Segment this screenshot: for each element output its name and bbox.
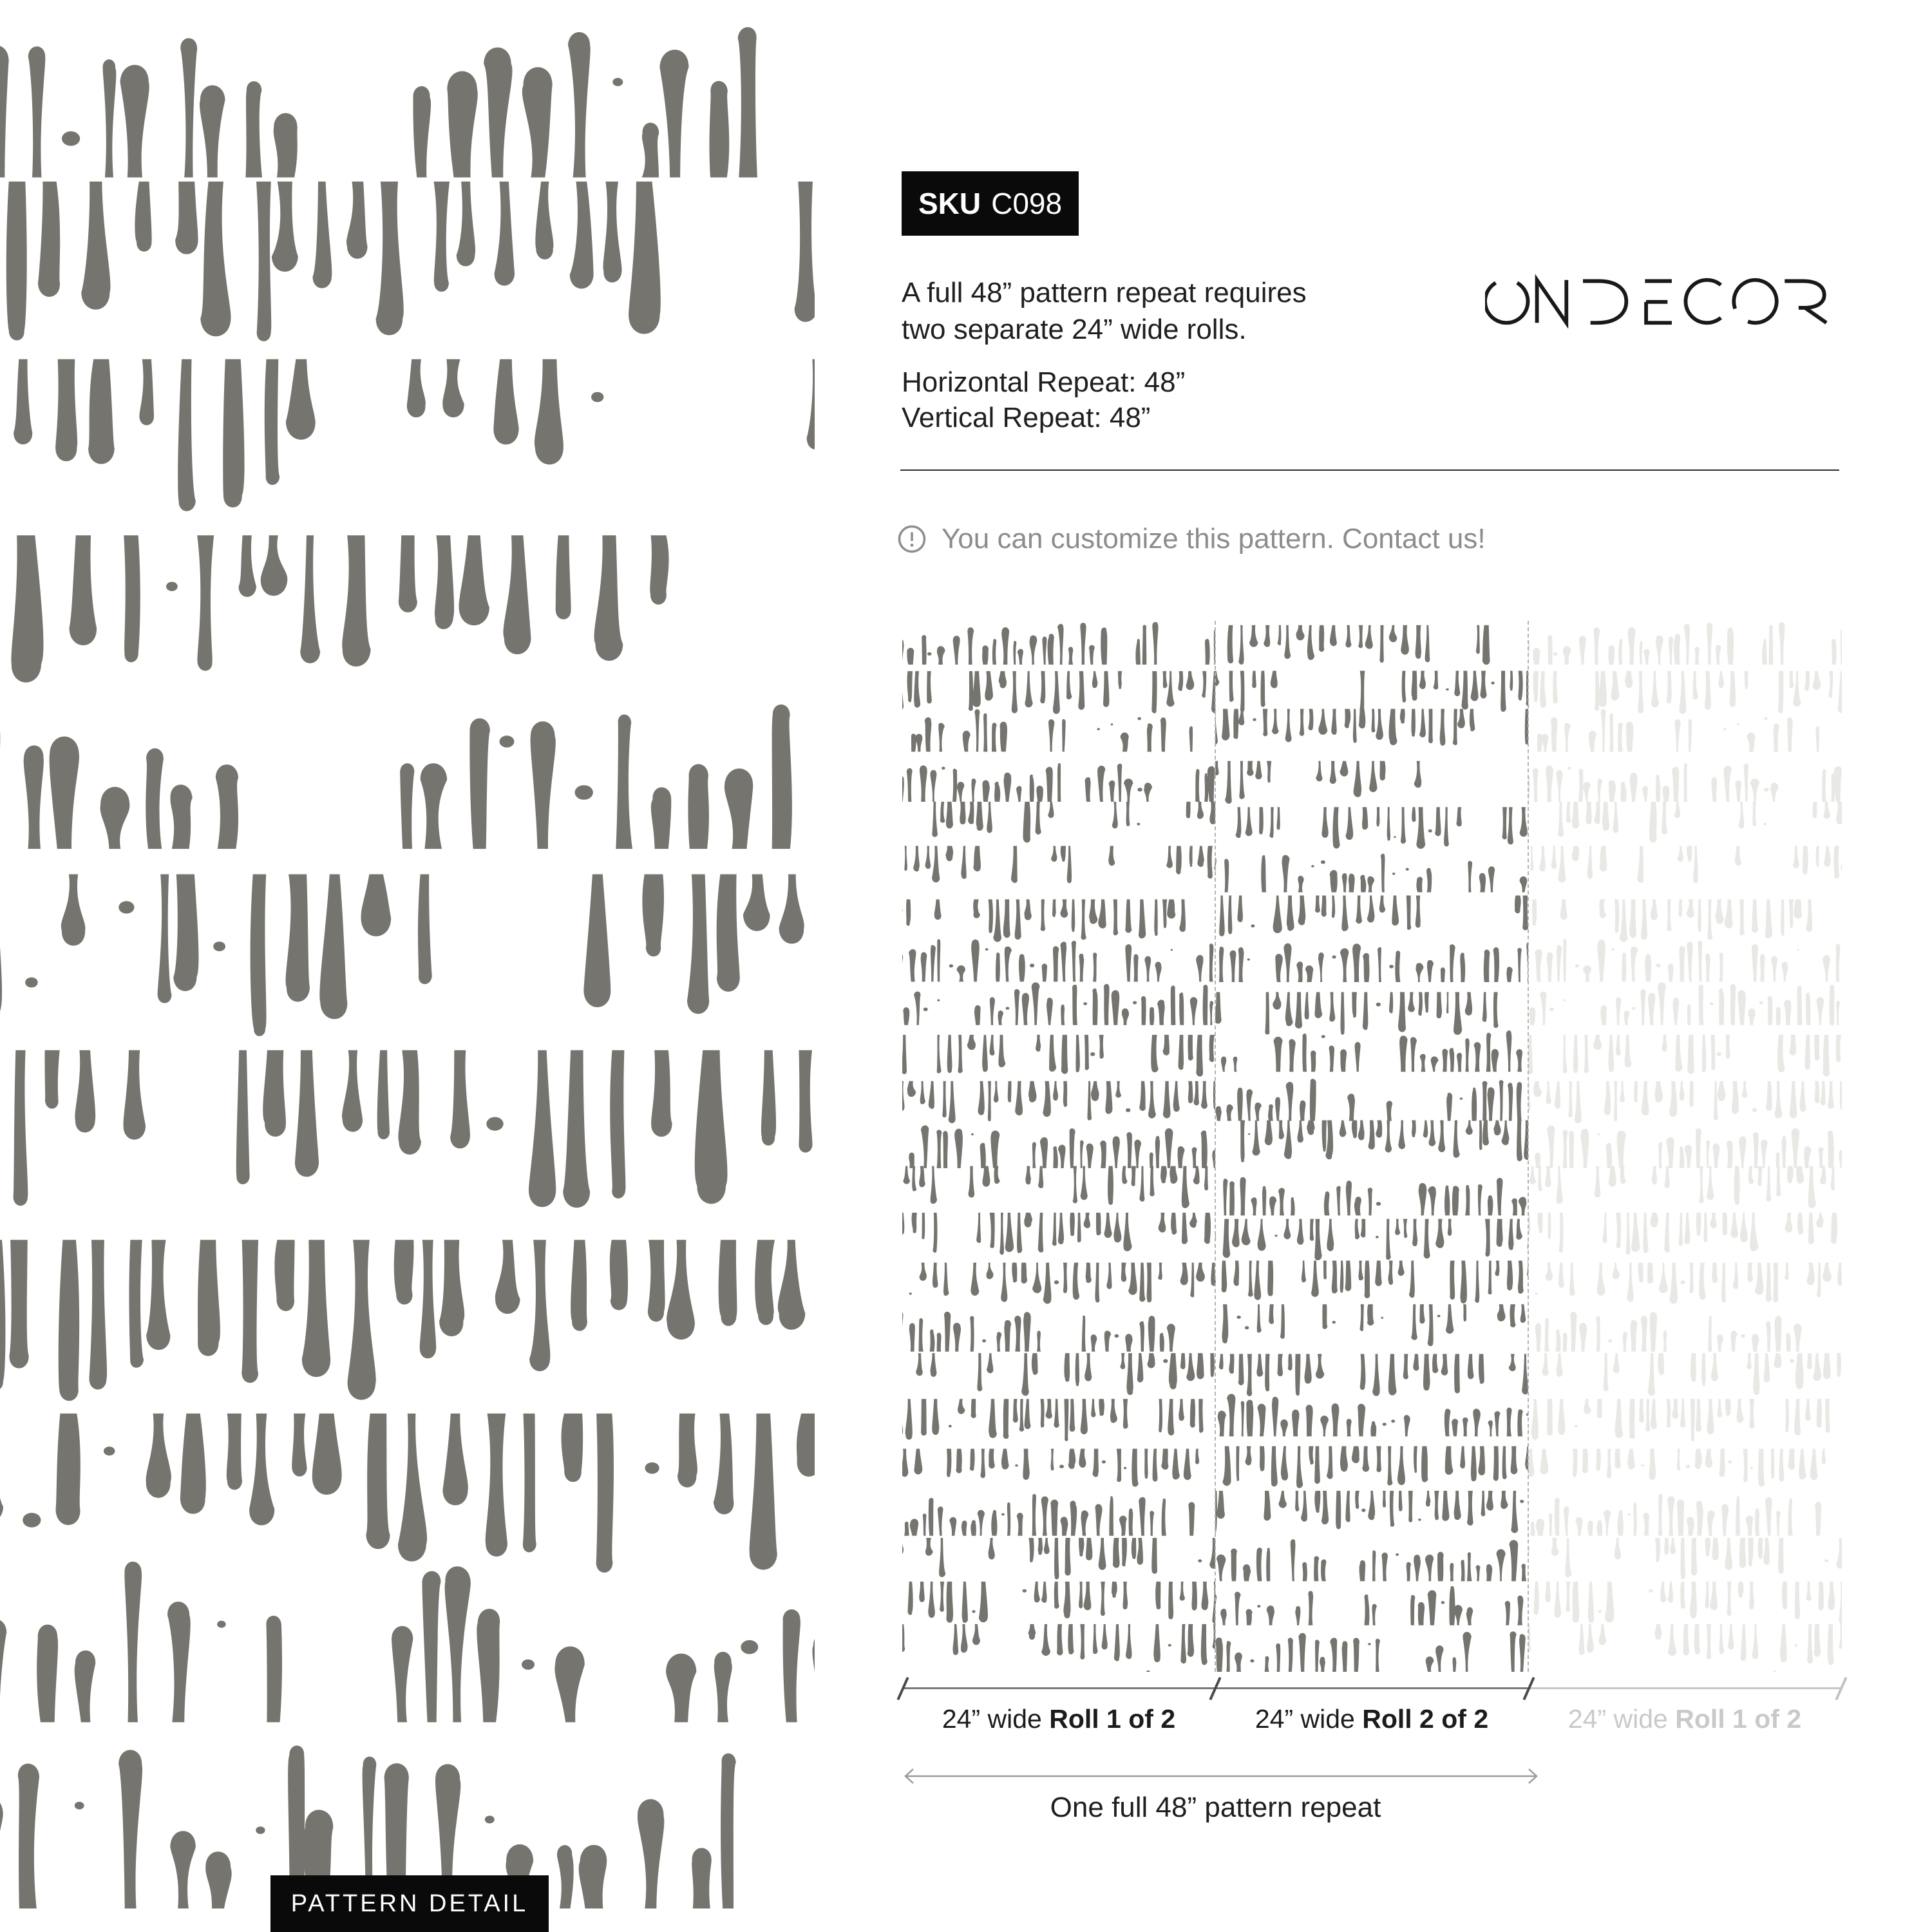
ondecor-logo xyxy=(1485,273,1833,330)
divider-line xyxy=(900,469,1839,471)
sku-label: SKU xyxy=(918,187,981,220)
description-line-2: two separate 24” wide rolls. xyxy=(902,314,1247,345)
roll-1-pattern xyxy=(902,621,1215,1672)
repeat-caption: One full 48” pattern repeat xyxy=(1050,1792,1381,1823)
repeat-arrow xyxy=(903,1766,1539,1786)
roll-label-2: 24” wide Roll 2 of 2 xyxy=(1255,1704,1489,1734)
pattern-preview xyxy=(902,621,1842,1672)
horizontal-repeat: Horizontal Repeat: 48” xyxy=(902,366,1186,398)
info-text: You can customize this pattern. Contact us! xyxy=(942,523,1486,554)
sku-value: C098 xyxy=(991,187,1063,220)
pattern-detail-panel xyxy=(0,0,815,1932)
pattern-detail-label: PATTERN DETAIL xyxy=(270,1875,549,1932)
pattern-detail-image xyxy=(0,0,815,1932)
sku-badge xyxy=(902,171,1079,236)
roll-3-pattern-faded xyxy=(1528,621,1842,1672)
roll-2-pattern xyxy=(1215,621,1528,1672)
description-line-1: A full 48” pattern repeat requires xyxy=(902,277,1307,308)
roll-separator-2 xyxy=(1528,621,1529,1672)
description xyxy=(902,274,1307,348)
repeat-specs xyxy=(902,365,1185,435)
info-row xyxy=(896,523,1486,555)
roll-label-3: 24” wide Roll 1 of 2 xyxy=(1567,1704,1802,1734)
vertical-repeat: Vertical Repeat: 48” xyxy=(902,402,1151,433)
alert-circle-icon xyxy=(896,524,927,554)
roll-label-1: 24” wide Roll 1 of 2 xyxy=(942,1704,1176,1734)
roll-separator-1 xyxy=(1215,621,1216,1672)
measure-line-light xyxy=(1529,1687,1842,1689)
